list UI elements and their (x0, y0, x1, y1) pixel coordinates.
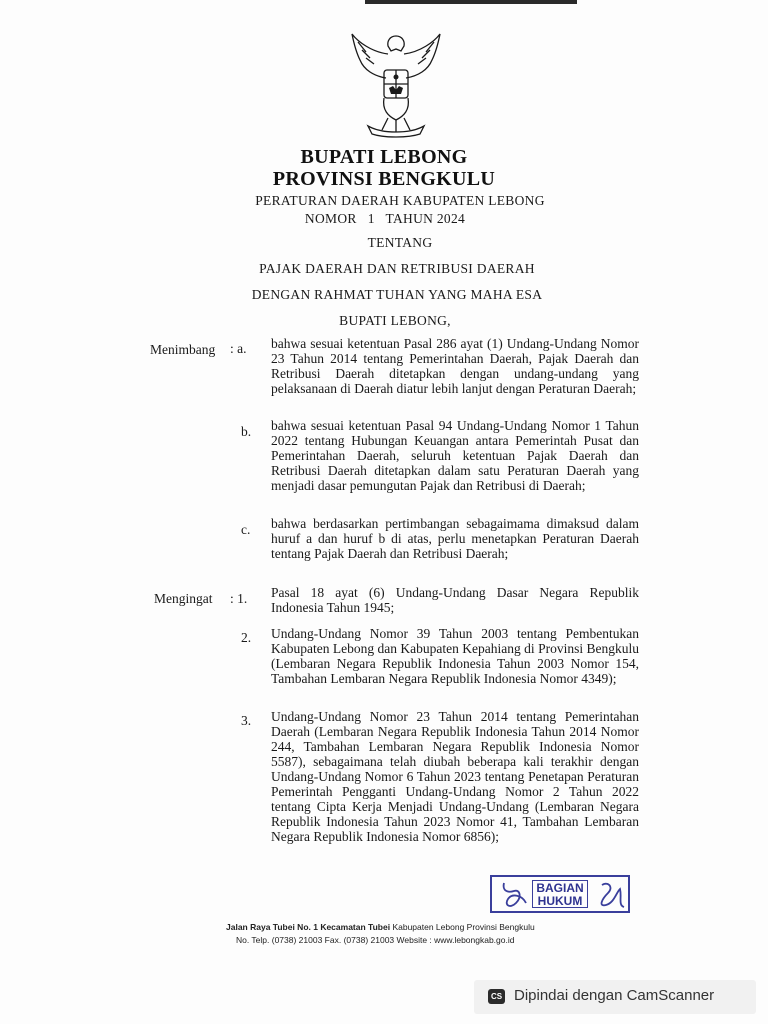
regent-title: BUPATI LEBONG (300, 146, 468, 168)
regulation-number: NOMOR 1 TAHUN 2024 (304, 211, 466, 226)
menimbang-marker-b: b. (241, 424, 252, 439)
menimbang-marker-c: c. (241, 522, 251, 537)
mengingat-item-1: Pasal 18 ayat (6) Undang-Undang Dasar Negara Republik Indonesia Tahun 1945; (271, 585, 639, 615)
regent-line: BUPATI LEBONG, (339, 313, 451, 328)
province-title: PROVINSI BENGKULU (272, 168, 496, 190)
garuda-emblem (348, 30, 444, 140)
camscanner-label: Dipindai dengan CamScanner (514, 987, 715, 1004)
menimbang-item-b: bahwa sesuai ketentuan Pasal 94 Undang-Undang Nomor 1 Tahun 2022 tentang Hubungan Keuangan antara Pemerintah Pusat dan Pemerintahan Daerah, seluruh ketentuan Pajak Daerah dan Retribusi Daerah ditetapkan dalam satu Peraturan Daerah yang menjadi dasar pemungutan Pajak dan Retribusi di Daerah; (271, 418, 639, 493)
blessing-line: DENGAN RAHMAT TUHAN YANG MAHA ESA (251, 287, 543, 302)
mengingat-label: Mengingat (154, 591, 213, 606)
initial-signature-left (498, 879, 530, 911)
about-heading: TENTANG (367, 235, 433, 250)
regulation-heading: PERATURAN DAERAH KABUPATEN LEBONG (255, 193, 545, 208)
footer-contact: No. Telp. (0738) 21003 Fax. (0738) 21003 Website : www.lebongkab.go.id (236, 935, 515, 945)
camscanner-watermark (474, 980, 756, 1014)
mengingat-marker-2: 2. (241, 630, 252, 645)
menimbang-item-c: bahwa berdasarkan pertimbangan sebagaimama dimaksud dalam huruf a dan huruf b di atas, perlu menetapkan Peraturan Daerah tentang Pajak Daerah dan Retribusi Daerah; (271, 516, 639, 561)
mengingat-item-3: Undang-Undang Nomor 23 Tahun 2014 tentang Pemerintahan Daerah (Lembaran Negara Republik Indonesia Tahun 2014 Nomor 244, Tambahan Lembaran Negara Republik Indonesia Nomor 5587), sebagaimana telah diubah beberapa kali terakhir dengan Undang-Undang Nomor 6 Tahun 2023 tentang Penetapan Peraturan Pemerintah Pengganti Undang-Undang Nomor 2 Tahun 2022 tentang Cipta Kerja Menjadi Undang-Undang (Lembaran Negara Republik Indonesia Tahun 2023 Nomor 41, Tambahan Lembaran Negara Republik Indonesia Nomor 6856); (271, 709, 639, 844)
stamp-line-2: HUKUM (537, 894, 583, 908)
initial-signature-right (594, 879, 626, 911)
footer-address-street: Jalan Raya Tubei No. 1 Kecamatan Tubei (226, 922, 391, 932)
scan-edge-mark (365, 0, 577, 4)
legal-department-stamp (490, 875, 630, 913)
camscanner-icon: CS (488, 989, 505, 1004)
regulation-subject: PAJAK DAERAH DAN RETRIBUSI DAERAH (259, 261, 535, 276)
footer-address (226, 922, 535, 932)
stamp-line-1: BAGIAN (536, 881, 584, 895)
mengingat-marker-3: 3. (241, 713, 252, 728)
menimbang-item-a: bahwa sesuai ketentuan Pasal 286 ayat (1) Undang-Undang Nomor 23 Tahun 2014 tentang Pemerintahan Daerah, Pajak Daerah dan Retribusi Daerah ditetapkan dengan undang-undang yang pelaksanaan di Daerah diatur lebih lanjut dengan Peraturan Daerah; (271, 336, 639, 396)
stamp-box (532, 880, 588, 908)
menimbang-label: Menimbang (150, 342, 216, 357)
footer-address-region: Kabupaten Lebong Provinsi Bengkulu (392, 922, 535, 932)
menimbang-marker-a: : a. (230, 341, 247, 356)
mengingat-item-2: Undang-Undang Nomor 39 Tahun 2003 tentang Pembentukan Kabupaten Lebong dan Kabupaten Kepahiang di Provinsi Bengkulu (Lembaran Negara Republik Indonesia Tahun 2003 Nomor 154, Tambahan Lembaran Negara Republik Indonesia Nomor 4349); (271, 626, 639, 686)
mengingat-marker-1: : 1. (230, 591, 248, 606)
